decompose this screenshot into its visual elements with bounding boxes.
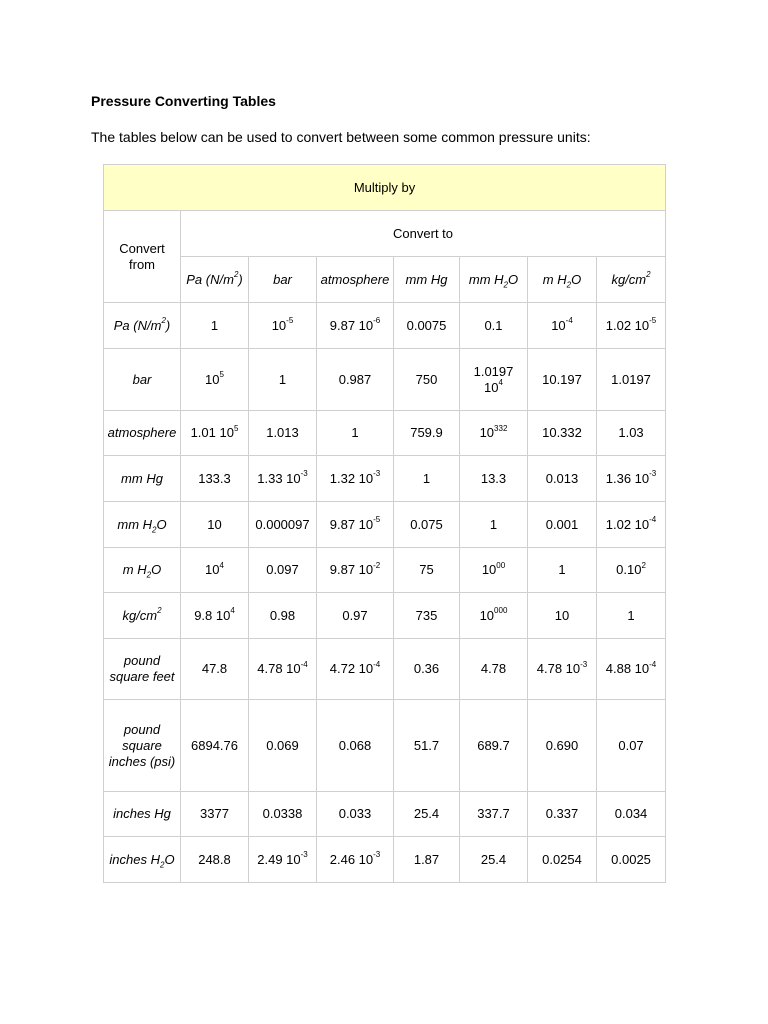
conversion-factor-cell: 25.4 xyxy=(460,837,528,883)
conversion-factor-cell: 0.1 xyxy=(460,303,528,349)
table-row xyxy=(104,502,666,548)
conversion-factor-cell: 0.0075 xyxy=(394,303,460,349)
conversion-factor-cell: 0.0254 xyxy=(528,837,597,883)
conversion-factor-cell: 0.97 xyxy=(317,593,394,639)
conversion-factor-cell: 1.36 $10^{-3}$ xyxy=(597,456,666,502)
conversion-factor-cell: 1 xyxy=(181,303,249,349)
conversion-factor-cell: 10.197 xyxy=(528,349,597,411)
table-row xyxy=(104,411,666,456)
conversion-factor-cell: 1 xyxy=(394,456,460,502)
conversion-factor-cell: 0.097 xyxy=(249,548,317,593)
conversion-factor-cell: 0.000097 xyxy=(249,502,317,548)
conversion-factor-cell: $10^{00}$ xyxy=(460,548,528,593)
conversion-factor-cell: 1.02 $10^{-5}$ xyxy=(597,303,666,349)
conversion-factor-cell: 1.01 $10^5$ xyxy=(181,411,249,456)
to-unit-header: $kg/cm^2$ xyxy=(597,257,666,303)
conversion-factor-cell: 47.8 xyxy=(181,639,249,700)
conversion-factor-cell: 248.8 xyxy=(181,837,249,883)
table-row xyxy=(104,639,666,700)
from-unit-label: pound square inches (psi) xyxy=(104,700,181,792)
conversion-table xyxy=(103,164,666,883)
conversion-factor-cell: 759.9 xyxy=(394,411,460,456)
conversion-factor-cell: 9.8 $10^4$ xyxy=(181,593,249,639)
conversion-factor-cell: 0.033 xyxy=(317,792,394,837)
to-unit-header: Pa $(N/m^2)$ xyxy=(181,257,249,303)
conversion-factor-cell: 13.3 xyxy=(460,456,528,502)
conversion-factor-cell: 0.337 xyxy=(528,792,597,837)
from-unit-label: atmosphere xyxy=(104,411,181,456)
conversion-factor-cell: 0.075 xyxy=(394,502,460,548)
conversion-factor-cell: 6894.76 xyxy=(181,700,249,792)
table-row xyxy=(104,303,666,349)
conversion-factor-cell: 0.07 xyxy=(597,700,666,792)
from-unit-label: mm $H_2O$ xyxy=(104,502,181,548)
conversion-factor-cell: 0.034 xyxy=(597,792,666,837)
conversion-factor-cell: 1.87 xyxy=(394,837,460,883)
conversion-factor-cell: 0.0025 xyxy=(597,837,666,883)
conversion-factor-cell: 1 xyxy=(460,502,528,548)
conversion-factor-cell: 1 xyxy=(317,411,394,456)
conversion-factor-cell: 1 xyxy=(249,349,317,411)
conversion-factor-cell: $10^5$ xyxy=(181,349,249,411)
conversion-factor-cell: 1.013 xyxy=(249,411,317,456)
conversion-factor-cell: 0.987 xyxy=(317,349,394,411)
intro-text: The tables below can be used to convert between some common pressure units: xyxy=(91,129,591,145)
conversion-factor-cell: $10^{-5}$ xyxy=(249,303,317,349)
convert-from-header: Convert from xyxy=(104,211,181,303)
conversion-factor-cell: 3377 xyxy=(181,792,249,837)
conversion-factor-cell: 0.98 xyxy=(249,593,317,639)
to-unit-header: mm $H_2O$ xyxy=(460,257,528,303)
conversion-factor-cell: $10^{332}$ xyxy=(460,411,528,456)
conversion-factor-cell: 0.0338 xyxy=(249,792,317,837)
conversion-factor-cell: 4.72 $10^{-4}$ xyxy=(317,639,394,700)
conversion-factor-cell: 735 xyxy=(394,593,460,639)
conversion-factor-cell: 10 xyxy=(528,593,597,639)
from-unit-label: inches Hg xyxy=(104,792,181,837)
conversion-factor-cell: 0.013 xyxy=(528,456,597,502)
conversion-factor-cell: 4.78 $10^{-4}$ xyxy=(249,639,317,700)
conversion-factor-cell: 9.87 $10^{-5}$ xyxy=(317,502,394,548)
conversion-factor-cell: 750 xyxy=(394,349,460,411)
to-units-row xyxy=(104,257,666,303)
table-row xyxy=(104,700,666,792)
conversion-factor-cell: 1 xyxy=(597,593,666,639)
convert-to-header: Convert to xyxy=(181,211,666,257)
conversion-factor-cell: 4.78 xyxy=(460,639,528,700)
conversion-factor-cell: 4.88 $10^{-4}$ xyxy=(597,639,666,700)
conversion-factor-cell: 1.0197 xyxy=(597,349,666,411)
conversion-factor-cell: 0.069 xyxy=(249,700,317,792)
page-title: Pressure Converting Tables xyxy=(91,93,276,109)
conversion-factor-cell: 4.78 $10^{-3}$ xyxy=(528,639,597,700)
to-unit-header: atmosphere xyxy=(317,257,394,303)
from-unit-label: $kg/cm^2$ xyxy=(104,593,181,639)
from-unit-label: inches $H_2O$ xyxy=(104,837,181,883)
conversion-factor-cell: 0.36 xyxy=(394,639,460,700)
to-unit-header: m $H_2O$ xyxy=(528,257,597,303)
conversion-factor-cell: 1.0197 $10^4$ xyxy=(460,349,528,411)
conversion-factor-cell: 0.10$^2$ xyxy=(597,548,666,593)
from-unit-label: mm Hg xyxy=(104,456,181,502)
conversion-factor-cell: 337.7 xyxy=(460,792,528,837)
conversion-factor-cell: 0.068 xyxy=(317,700,394,792)
conversion-factor-cell: 25.4 xyxy=(394,792,460,837)
table-row xyxy=(104,593,666,639)
conversion-factor-cell: 0.690 xyxy=(528,700,597,792)
conversion-factor-cell: 51.7 xyxy=(394,700,460,792)
from-unit-label: m $H_2O$ xyxy=(104,548,181,593)
conversion-factor-cell: 1.33 $10^{-3}$ xyxy=(249,456,317,502)
from-unit-label: Pa $(N/m^2)$ xyxy=(104,303,181,349)
multiply-by-header: Multiply by xyxy=(104,165,666,211)
conversion-factor-cell: 2.49 $10^{-3}$ xyxy=(249,837,317,883)
conversion-factor-cell: 1 xyxy=(528,548,597,593)
table-row xyxy=(104,548,666,593)
conversion-factor-cell: 75 xyxy=(394,548,460,593)
conversion-factor-cell: 689.7 xyxy=(460,700,528,792)
conversion-factor-cell: 1.32 $10^{-3}$ xyxy=(317,456,394,502)
conversion-factor-cell: $10^{000}$ xyxy=(460,593,528,639)
conversion-factor-cell: 2.46 $10^{-3}$ xyxy=(317,837,394,883)
conversion-factor-cell: 1.03 xyxy=(597,411,666,456)
to-unit-header: bar xyxy=(249,257,317,303)
conversion-factor-cell: 10 xyxy=(181,502,249,548)
table-row xyxy=(104,837,666,883)
to-unit-header: mm Hg xyxy=(394,257,460,303)
conversion-factor-cell: 0.001 xyxy=(528,502,597,548)
conversion-factor-cell: 9.87 $10^{-6}$ xyxy=(317,303,394,349)
conversion-factor-cell: 1.02 $10^{-4}$ xyxy=(597,502,666,548)
table-row xyxy=(104,792,666,837)
from-unit-label: bar xyxy=(104,349,181,411)
conversion-factor-cell: $10^{-4}$ xyxy=(528,303,597,349)
conversion-factor-cell: $10^4$ xyxy=(181,548,249,593)
conversion-factor-cell: 9.87 $10^{-2}$ xyxy=(317,548,394,593)
conversion-factor-cell: 133.3 xyxy=(181,456,249,502)
table-row xyxy=(104,456,666,502)
table-row xyxy=(104,349,666,411)
from-unit-label: pound square feet xyxy=(104,639,181,700)
conversion-factor-cell: 10.332 xyxy=(528,411,597,456)
